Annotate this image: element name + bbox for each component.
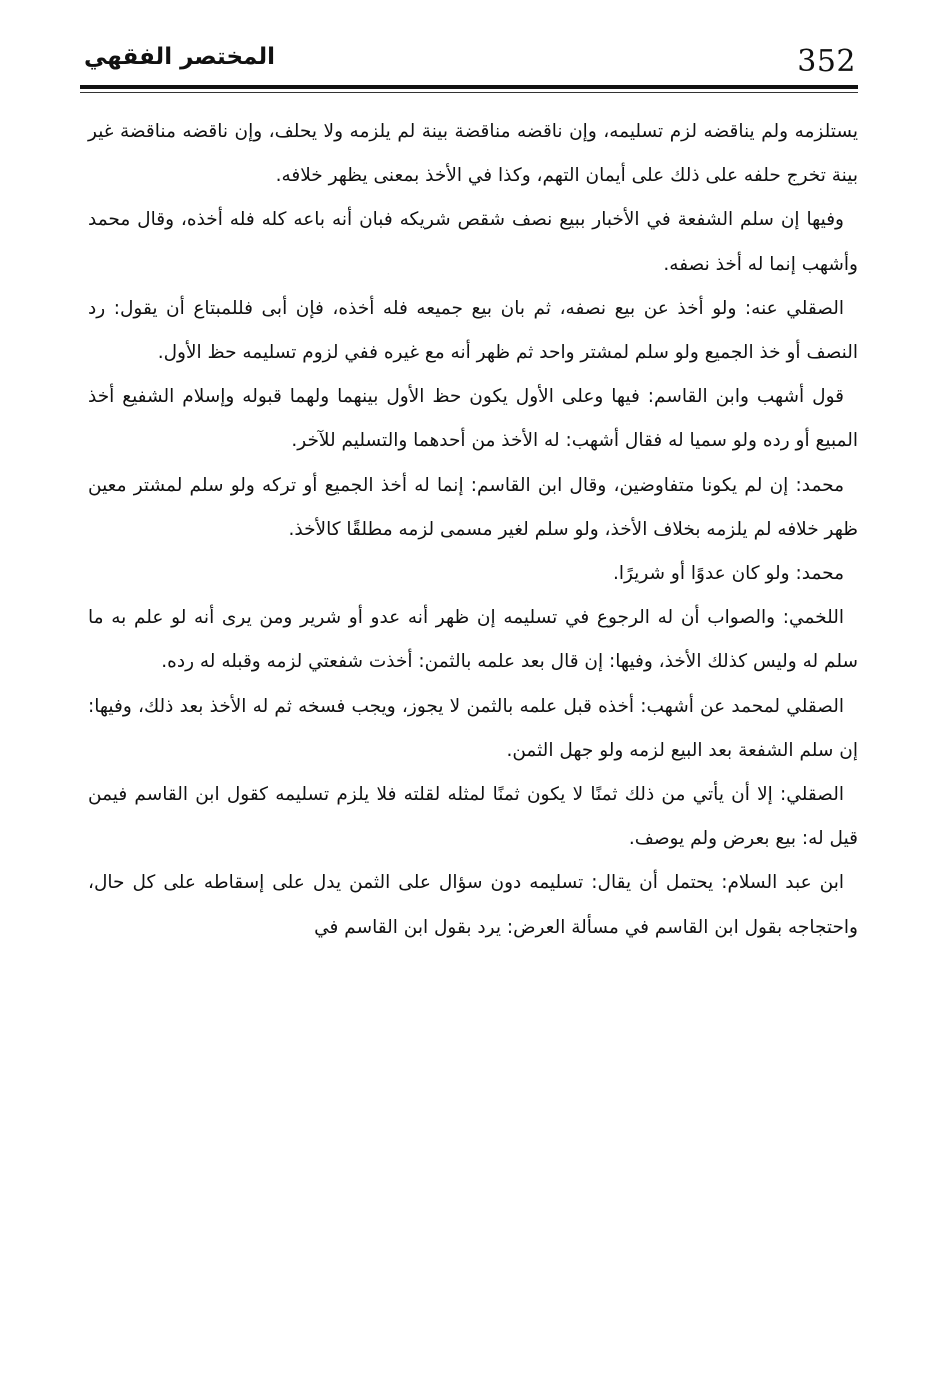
paragraph: محمد: ولو كان عدوًا أو شريرًا. bbox=[612, 563, 844, 585]
book-title: المختصر الفقهي bbox=[84, 44, 275, 70]
paragraph: ابن عبد السلام: يحتمل أن يقال: تسليمه دون سؤال على الثمن يدل على إسقاطه على كل حال، واحتجاجه بقول ابن القاسم في مسألة العرض: يرد بقول ابن القاسم في bbox=[88, 872, 858, 938]
page-number: 352 bbox=[797, 44, 856, 79]
paragraph: قول أشهب وابن القاسم: فيها وعلى الأول يكون حظ الأول بينهما ولهما قبوله وإسلام الشفيع أخذ المبيع أو رده ولو سميا له فقال أشهب: له الأخذ من أحدهما والتسليم للآخر. bbox=[88, 386, 858, 452]
paragraph: الصقلي لمحمد عن أشهب: أخذه قبل علمه بالثمن لا يجوز، ويجب فسخه ثم له الأخذ بعد ذلك، وفيها: إن سلم الشفعة بعد البيع لزمه ولو جهل الثمن. bbox=[88, 695, 858, 761]
paragraph: الصقلي: إلا أن يأتي من ذلك ثمنًا لا يكون ثمنًا لمثله لقلته فلا يلزم تسليمه كقول ابن القاسم فيمن قيل له: بيع بعرض ولم يوصف. bbox=[88, 784, 858, 850]
paragraph: الصقلي عنه: ولو أخذ عن بيع نصفه، ثم بان بيع جميعه فله أخذه، فإن أبى فللمبتاع أن يقول: رد النصف أو خذ الجميع ولو سلم لمشتر واحد ثم ظهر أنه مع غيره ففي لزوم تسليمه حظ الأول. bbox=[88, 297, 858, 364]
header-rule-thick bbox=[80, 85, 858, 89]
paragraph: وفيها إن سلم الشفعة في الأخبار ببيع نصف شقص شريكه فبان أنه باعه كله فله أخذه، وقال محمد وأشهب إنما له أخذ نصفه. bbox=[88, 209, 858, 275]
page-header bbox=[80, 40, 858, 80]
paragraph: يستلزمه ولم يناقضه لزم تسليمه، وإن ناقضه مناقضة بينة لم يلزمه ولا يحلف، وإن ناقضه مناقضة غير بينة تخرج حلفه على ذلك على أيمان التهم، وكذا في الأخذ بمعنى يظهر خلافه. bbox=[88, 121, 858, 187]
paragraph: اللخمي: والصواب أن له الرجوع في تسليمه إن ظهر أنه عدو أو شرير ومن يرى أنه لو علم به ما سلم له وليس كذلك الأخذ، وفيها: إن قال بعد علمه بالثمن: أخذت شفعتي لزمه وقبله له رده. bbox=[88, 607, 858, 673]
paragraph: محمد: إن لم يكونا متفاوضين، وقال ابن القاسم: إنما له أخذ الجميع أو تركه ولو سلم لمشتر معين ظهر خلافه لم يلزمه بخلاف الأخذ، ولو سلم لغير مسمى لزمه مطلقًا كالأخذ. bbox=[88, 474, 858, 540]
header-rule-thin bbox=[80, 92, 858, 93]
body-text bbox=[88, 110, 858, 950]
